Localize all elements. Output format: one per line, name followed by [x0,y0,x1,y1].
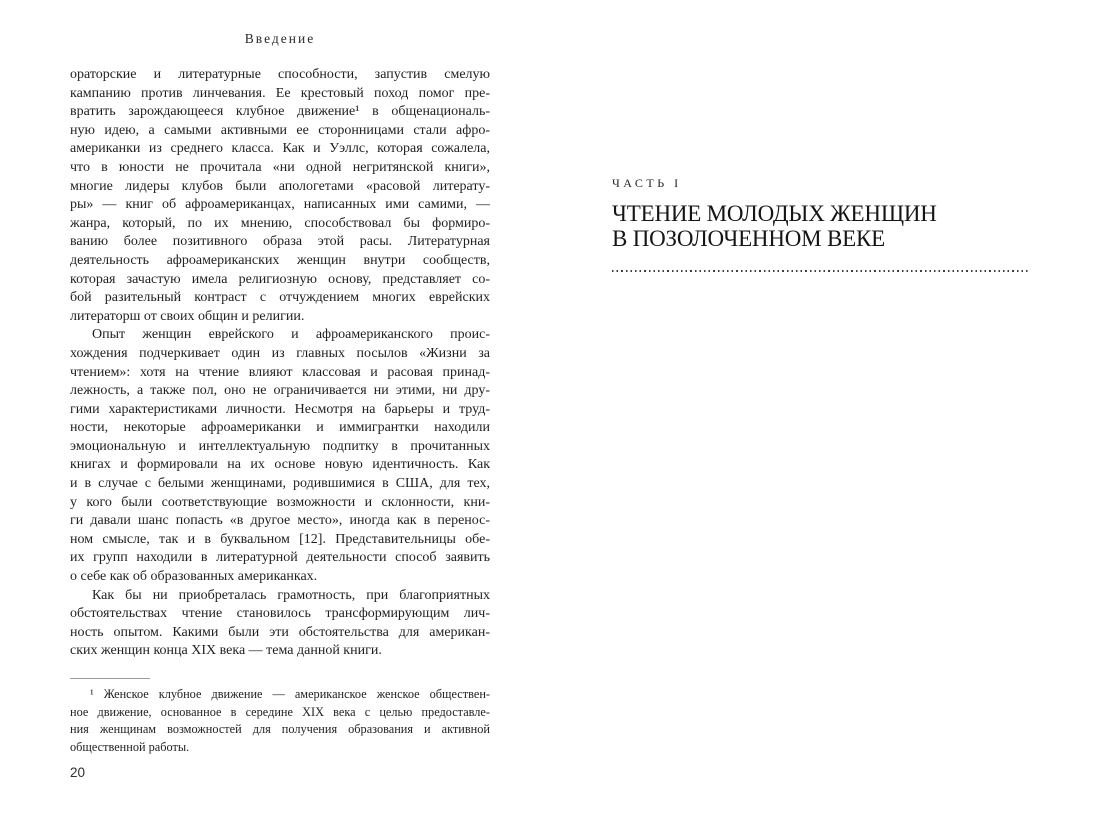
part-title-line: В ПОЗОЛОЧЕННОМ ВЕКЕ [612,225,885,251]
footnote-line: ное движение, основанное в середине XIX века с целью предоставле- [70,704,490,719]
dotted-rule [612,270,1030,272]
body-text-line: ности, некоторые афроамериканки и иммигрантки находили [70,420,490,436]
body-text-line: гими характеристиками личности. Несмотря на барьеры и труд- [70,401,490,417]
body-text-line: ном смысле, так и в буквальном [12]. Представительницы обе- [70,531,490,547]
body-text-line: их групп находили в литературной деятельности способ заявить [70,550,490,566]
body-text-line: ских женщин конца XIX века — тема данной книги. [70,643,382,659]
footnote-line: ¹ Женское клубное движение — американское женское обществен- [90,687,490,701]
body-text-line: и в случае с белыми женщинами, родившимися в США, для тех, [70,476,490,492]
part-label: ЧАСТЬ I [612,176,682,190]
body-text-line: литераторш от своих общин и религии. [70,308,305,324]
body-text-line: книгах и формировали на их основе новую идентичность. Как [70,457,490,473]
body-text [70,66,490,661]
body-text-line: жанра, который, по их мнению, способствовал бы формиро- [70,215,490,231]
body-text-line: о себе как об образованных американках. [70,569,318,585]
body-text-line: вратить зарождающееся клубное движение¹ в общенациональ- [70,104,490,120]
footnote-text [70,686,490,757]
body-text-line: ораторские и литературные способности, запустив смелую [70,67,490,82]
body-text-line: чтением»: хотя на чтение влияют классовая и расовая принад- [70,364,490,380]
body-text-line: хождения подчеркивает один из главных посылов «Жизни за [70,345,490,361]
body-text-line: Как бы ни приобреталась грамотность, при благоприятных [92,587,490,603]
body-text-line: у кого были соответствующие возможности и склонности, кни- [70,494,490,510]
part-title [612,202,1042,251]
body-text-line: ры» — книг об афроамериканцах, написанных ими самими, — [70,197,490,213]
body-text-line: ги давали шанс попасть «в другое место», иногда как в перенос- [70,513,490,529]
running-header: Введение [244,31,316,46]
page-number: 20 [70,765,86,780]
footnote-line: ния женщинам возможностей для получения образования и активной [70,722,490,737]
body-text-line: обстоятельствах чтение становилось трансформирующим лич- [70,606,490,622]
body-text-line: лежность, а также пол, оно не ограничивается ни этими, ни дру- [70,383,490,399]
body-text-line: ванию более позитивного образа этой расы. Литературная [70,234,490,250]
body-text-line: что в юности не прочитала «ни одной негритянской книги», [70,159,490,175]
body-text-line: многие лидеры клубов были апологетами «расовой литерату- [70,178,490,194]
body-text-line: эмоциональную и интеллектуальную подпитку в прочитанных [70,438,490,454]
body-text-line: которая зачастую имела религиозную основу, представляет со- [70,271,490,287]
body-text-line: ность опытом. Какими были эти обстоятельства для американ- [70,624,490,640]
footnote-line: общественной работы. [70,740,190,755]
body-text-line: Опыт женщин еврейского и афроамериканского проис- [92,327,490,343]
body-text-line: американки из среднего класса. Как и Уэллс, которая сожалела, [70,141,490,157]
body-text-line: бой разительный контраст с отчуждением многих еврейских [70,290,490,306]
body-text-line: ную идею, а самыми активными ее сторонницами стали афро- [70,122,490,138]
body-text-line: деятельность афроамериканских женщин внутри сообществ, [70,252,490,268]
footnote-rule [70,678,150,679]
body-text-line: кампанию против линчевания. Ее крестовый поход помог пре- [70,85,490,101]
part-title-line: ЧТЕНИЕ МОЛОДЫХ ЖЕНЩИН [612,201,937,226]
